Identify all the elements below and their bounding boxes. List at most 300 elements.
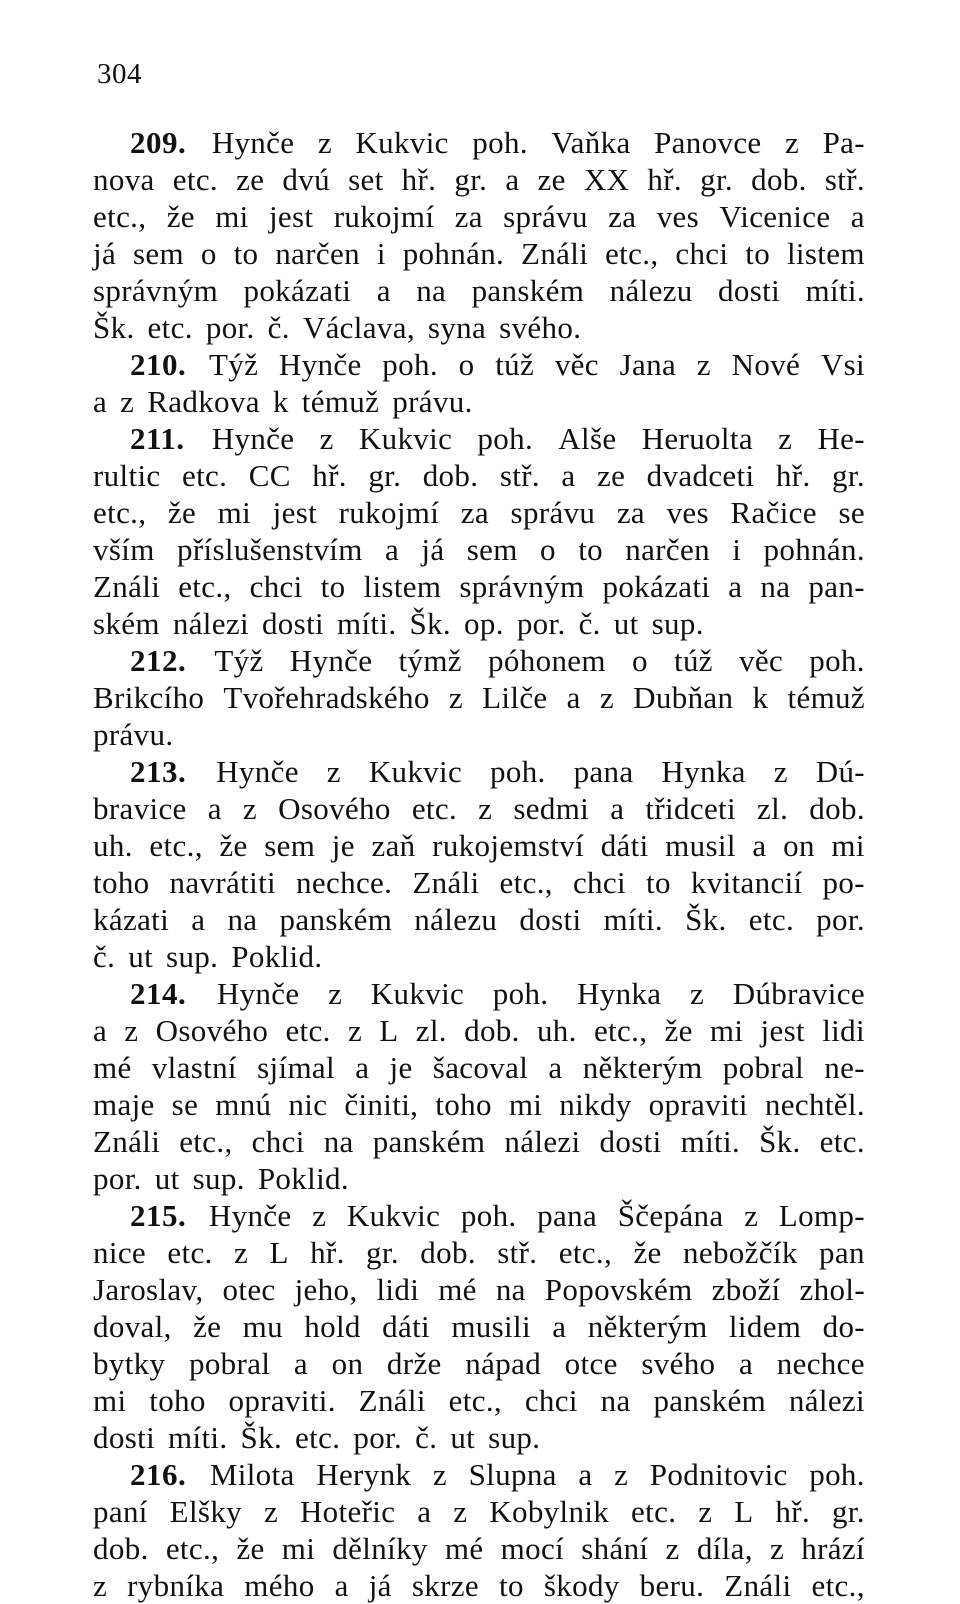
entry-first-line	[93, 420, 865, 457]
word: ves	[656, 199, 700, 234]
word: z	[93, 1568, 108, 1603]
word: doval,	[93, 1309, 172, 1344]
word: L	[734, 1494, 754, 1529]
word: a	[355, 1050, 370, 1085]
word: hř.	[775, 458, 811, 493]
word: Tvořehradského	[223, 680, 430, 715]
word: Pa-	[822, 125, 865, 160]
text-line	[93, 1086, 865, 1123]
word: pokázati	[243, 273, 352, 308]
word: Kukvic	[368, 754, 463, 789]
word: nechce.	[296, 865, 393, 900]
word: a	[561, 458, 576, 493]
word: sedmi	[513, 791, 590, 826]
word: mi	[508, 1087, 543, 1122]
word: por.	[516, 606, 566, 641]
word: z	[453, 1494, 468, 1529]
word: se	[838, 495, 865, 530]
word: etc.,	[93, 199, 147, 234]
word: on	[331, 1346, 364, 1381]
text-line	[93, 1123, 865, 1160]
word: Šk.	[759, 1124, 801, 1159]
word: zhol-	[799, 1272, 865, 1307]
word: svého.	[499, 310, 582, 345]
word: do-	[822, 1309, 865, 1344]
word: sem	[132, 236, 184, 271]
word: z	[263, 1494, 279, 1529]
word: z	[769, 1531, 785, 1566]
word: listem	[363, 569, 442, 604]
word: z	[690, 976, 705, 1011]
word: Hynče	[278, 347, 362, 382]
word: to	[320, 569, 346, 604]
word: narčen	[625, 532, 710, 567]
word: Nové	[731, 347, 801, 382]
word: panském	[372, 1124, 486, 1159]
text-line	[93, 1234, 865, 1271]
word: sup.	[488, 1420, 541, 1455]
word: pohnán.	[402, 236, 505, 271]
word: zboží	[711, 1272, 781, 1307]
word: pobral	[188, 1346, 271, 1381]
word: hř.	[312, 458, 347, 493]
word: hř.	[775, 1494, 811, 1529]
word: etc.,	[179, 1124, 233, 1159]
word: opraviti.	[228, 1383, 336, 1418]
word: etc.	[181, 458, 228, 493]
word: etc.	[295, 1420, 341, 1455]
word: on	[783, 828, 815, 863]
word: ut	[450, 1420, 476, 1455]
word: právu.	[392, 384, 473, 419]
word: jeho,	[294, 1272, 358, 1307]
text-line	[93, 864, 865, 901]
text-line	[93, 531, 865, 568]
word: Ználi	[93, 1124, 161, 1159]
word: Dú-	[815, 754, 865, 789]
word: He-	[817, 421, 865, 456]
word: pokázati	[602, 569, 711, 604]
word: a	[739, 1346, 754, 1381]
word: šacoval	[432, 1050, 529, 1085]
word: opraviti	[648, 1087, 748, 1122]
word: to	[578, 532, 604, 567]
word: Hynče	[211, 421, 295, 456]
word: toho	[435, 1087, 492, 1122]
word: stř.	[497, 1235, 538, 1270]
word: nic	[288, 1087, 328, 1122]
word: já	[93, 236, 117, 271]
text-line	[93, 1382, 865, 1419]
word: hř.	[310, 1235, 345, 1270]
word: dosti	[599, 1124, 662, 1159]
word: L	[269, 1235, 289, 1270]
entry-number: 216.	[130, 1457, 187, 1492]
word: na	[323, 1124, 354, 1159]
text-line	[93, 1271, 865, 1308]
word: rultic	[93, 458, 161, 493]
word: č.	[415, 1420, 438, 1455]
word: a	[376, 273, 391, 308]
word: etc.,	[178, 569, 232, 604]
word: hř.	[647, 162, 683, 197]
word: a	[385, 532, 400, 567]
word: je	[331, 828, 355, 863]
entry-number: 214.	[130, 976, 187, 1011]
word: túž	[495, 347, 535, 382]
word: otec	[222, 1272, 276, 1307]
word: Alše	[558, 421, 617, 456]
word: Hynka	[577, 976, 662, 1011]
text-line	[93, 161, 865, 198]
text-line	[93, 494, 865, 531]
word: sup.	[651, 606, 704, 641]
word: z	[312, 1198, 327, 1233]
word: chci	[675, 236, 729, 271]
word: témuž	[787, 680, 865, 715]
word: mi	[281, 1531, 316, 1566]
word: chci	[572, 865, 626, 900]
word: mocí	[500, 1531, 565, 1566]
word: gr.	[831, 1494, 865, 1529]
word: Poklid.	[231, 939, 323, 974]
word: č.	[578, 606, 601, 641]
text-line	[93, 938, 865, 975]
word: etc.,	[558, 1235, 613, 1270]
word: Hynče	[289, 643, 373, 678]
word: z	[698, 1494, 713, 1529]
word: etc.,	[448, 1383, 503, 1418]
word: musili	[451, 1309, 531, 1344]
word: a	[191, 902, 206, 937]
word: věc	[554, 347, 599, 382]
word: správným	[93, 273, 219, 308]
word: XX	[583, 162, 630, 197]
word: a	[566, 680, 581, 715]
word: o	[632, 643, 648, 678]
word: kázati	[93, 902, 170, 937]
word: dvú	[282, 162, 330, 197]
word: dáti	[600, 828, 649, 863]
word: sjímal	[257, 1050, 335, 1085]
word: Hoteřic	[299, 1494, 396, 1529]
word: dob.	[420, 1235, 476, 1270]
word: a	[334, 1568, 349, 1603]
word: z	[317, 125, 332, 160]
entry-first-line	[93, 346, 865, 383]
word: dosti	[519, 902, 582, 937]
word: Týž	[214, 643, 264, 678]
text-line	[93, 716, 865, 753]
body-text	[93, 124, 865, 1604]
word: je	[389, 1050, 413, 1085]
word: z	[599, 680, 615, 715]
entry-first-line	[93, 753, 865, 790]
word: etc.,	[593, 1013, 648, 1048]
word: zl.	[415, 1013, 447, 1048]
word: poh.	[477, 421, 534, 456]
word: Elšky	[169, 1494, 243, 1529]
word: a	[207, 791, 222, 826]
word: nice	[93, 1235, 147, 1270]
word: mi	[215, 199, 249, 234]
word: zl.	[757, 791, 789, 826]
word: z	[778, 421, 793, 456]
word: věc	[739, 643, 784, 678]
word: syna	[427, 310, 487, 345]
word: narčen	[275, 236, 360, 271]
text-line	[93, 198, 865, 235]
word: nebožčík	[683, 1235, 798, 1270]
text-line	[93, 1493, 865, 1530]
word: chci	[524, 1383, 578, 1418]
word: nechce	[776, 1346, 865, 1381]
word: Lilče	[482, 680, 548, 715]
word: Hynče	[208, 1198, 292, 1233]
text-line	[93, 1530, 865, 1567]
entry-number: 213.	[130, 754, 187, 789]
word: hrází	[801, 1531, 865, 1566]
word: ves	[666, 495, 709, 530]
word: mi	[831, 828, 865, 863]
word: a	[728, 569, 743, 604]
word: rukojmí	[333, 199, 435, 234]
word: dělníky	[332, 1531, 428, 1566]
entry-first-line	[93, 1456, 865, 1493]
word: mé	[444, 1531, 484, 1566]
word: lidi	[376, 1272, 420, 1307]
word: Vicenice	[719, 199, 831, 234]
word: rukojmí	[338, 495, 440, 530]
word: dob.	[464, 1013, 520, 1048]
word: dvadceti	[646, 458, 755, 493]
entry-number: 211.	[130, 421, 185, 456]
word: panském	[653, 1383, 767, 1418]
word: na	[416, 273, 447, 308]
word: za	[616, 495, 646, 530]
word: op.	[464, 606, 504, 641]
text-line	[93, 309, 865, 346]
word: Herynk	[316, 1457, 412, 1492]
word: dosti	[261, 606, 324, 641]
word: nálezu	[414, 902, 498, 937]
word: musil	[665, 828, 736, 863]
word: Kobylnik	[489, 1494, 610, 1529]
word: vším	[93, 532, 155, 567]
word: i	[376, 236, 386, 271]
word: míti.	[337, 606, 397, 641]
word: bravice	[93, 791, 187, 826]
word: skrze	[411, 1568, 479, 1603]
word: Ščepána	[617, 1198, 724, 1233]
word: maje	[93, 1087, 155, 1122]
word: Jaroslav,	[93, 1272, 204, 1307]
word: a	[610, 791, 625, 826]
word: poh.	[492, 976, 549, 1011]
word: že	[633, 1235, 662, 1270]
word: Kukvic	[355, 125, 449, 160]
word: nikdy	[559, 1087, 632, 1122]
word: nálezi	[172, 606, 249, 641]
word: dob.	[422, 458, 479, 493]
word: ze	[537, 162, 566, 197]
word: mi	[709, 1013, 744, 1048]
word: Slupna	[468, 1457, 557, 1492]
word: právu.	[93, 717, 174, 752]
word: dosti	[718, 273, 781, 308]
word: etc.	[631, 1494, 677, 1529]
word: z	[432, 1457, 447, 1492]
word: nechtěl.	[764, 1087, 865, 1122]
word: o	[200, 236, 217, 271]
word: že	[167, 495, 197, 530]
text-line	[93, 1567, 865, 1604]
word: etc.	[285, 1013, 331, 1048]
word: škody	[543, 1568, 620, 1603]
text-line	[93, 235, 865, 272]
word: paní	[93, 1494, 148, 1529]
word: mé	[438, 1272, 477, 1307]
entry-number: 209.	[130, 125, 187, 160]
word: Týž	[208, 347, 259, 382]
word: Poklid.	[257, 1161, 349, 1196]
word: z	[773, 754, 788, 789]
word: Osového	[278, 791, 391, 826]
text-line	[93, 272, 865, 309]
word: etc.,	[811, 1568, 865, 1603]
word: příslušenstvím	[176, 532, 363, 567]
word: por.	[816, 902, 865, 937]
word: za	[608, 199, 637, 234]
word: Heruolta	[641, 421, 753, 456]
word: Hynče	[216, 976, 300, 1011]
entry-number: 215.	[130, 1198, 187, 1233]
text-line	[93, 1160, 865, 1197]
word: z	[665, 1531, 680, 1566]
page-number: 304	[97, 58, 142, 90]
word: na	[227, 902, 258, 937]
entry-first-line	[93, 975, 865, 1012]
word: etc.	[819, 1124, 865, 1159]
word: poh.	[809, 643, 865, 678]
word: některým	[587, 1309, 708, 1344]
word: o	[458, 347, 475, 382]
word: rybníka	[127, 1568, 225, 1603]
word: poh.	[809, 1457, 865, 1492]
word: poh.	[382, 347, 438, 382]
word: dob.	[751, 162, 807, 197]
word: jest	[268, 199, 314, 234]
word: činiti,	[344, 1087, 419, 1122]
word: Vsi	[820, 347, 865, 382]
word: zaň	[371, 828, 416, 863]
word: ut	[154, 1161, 180, 1196]
word: bytky	[93, 1346, 166, 1381]
word: míti.	[805, 273, 865, 308]
entry-number: 210.	[130, 347, 187, 382]
word: dob.	[809, 791, 865, 826]
word: za	[454, 199, 483, 234]
word: por.	[93, 1161, 142, 1196]
word: rukojemství	[432, 828, 585, 863]
word: Panovce	[654, 125, 762, 160]
word: toho	[149, 1383, 206, 1418]
word: a	[578, 1457, 593, 1492]
word: svého	[641, 1346, 716, 1381]
word: z	[319, 421, 334, 456]
entry-first-line	[93, 642, 865, 679]
word: etc.	[172, 162, 219, 197]
word: set	[348, 162, 384, 197]
word: a	[93, 384, 108, 419]
word: Kukvic	[358, 421, 453, 456]
word: z	[448, 680, 463, 715]
word: z	[347, 1013, 363, 1048]
word: dáti	[382, 1309, 430, 1344]
word: Ználi	[724, 1568, 792, 1603]
word: nápad	[465, 1346, 542, 1381]
word: Šk.	[409, 606, 451, 641]
word: ze	[596, 458, 626, 493]
word: ském	[93, 606, 160, 641]
word: stř.	[499, 458, 540, 493]
word: že	[236, 1531, 265, 1566]
word: Ználi	[521, 236, 589, 271]
word: etc.	[748, 902, 795, 937]
word: Račice	[730, 495, 817, 530]
word: gr.	[832, 458, 865, 493]
word: na	[495, 1272, 526, 1307]
word: gr.	[700, 162, 734, 197]
word: třidceti	[645, 791, 736, 826]
word: nálezi	[788, 1383, 865, 1418]
word: na	[600, 1383, 631, 1418]
word: Dúbravice	[732, 976, 865, 1011]
word: díla,	[696, 1531, 753, 1566]
word: listem	[786, 236, 865, 271]
entry-first-line	[93, 1197, 865, 1234]
word: Lomp-	[778, 1198, 865, 1233]
text-line	[93, 568, 865, 605]
word: gr.	[368, 458, 402, 493]
word: jest	[272, 495, 318, 530]
word: lidem	[728, 1309, 802, 1344]
word: a	[505, 162, 520, 197]
word: i	[732, 532, 742, 567]
word: týmž	[398, 643, 462, 678]
word: navrátiti	[169, 865, 276, 900]
word: mu	[242, 1309, 283, 1344]
word: Hynče	[211, 125, 295, 160]
word: nálezi	[504, 1124, 581, 1159]
text-line	[93, 1308, 865, 1345]
word: pohnán.	[763, 532, 865, 567]
word: z	[785, 125, 800, 160]
word: ut	[128, 939, 154, 974]
word: etc.	[167, 1235, 213, 1270]
text-line	[93, 827, 865, 864]
text-line	[93, 1345, 865, 1382]
word: mi	[93, 1383, 127, 1418]
word: témuž	[301, 384, 380, 419]
word: Jana	[619, 347, 677, 382]
word: správu	[510, 495, 596, 530]
word: pana	[573, 754, 634, 789]
word: pobral	[722, 1050, 805, 1085]
text-line	[93, 383, 865, 420]
word: Kukvic	[370, 976, 465, 1011]
word: póhonem	[488, 643, 606, 678]
